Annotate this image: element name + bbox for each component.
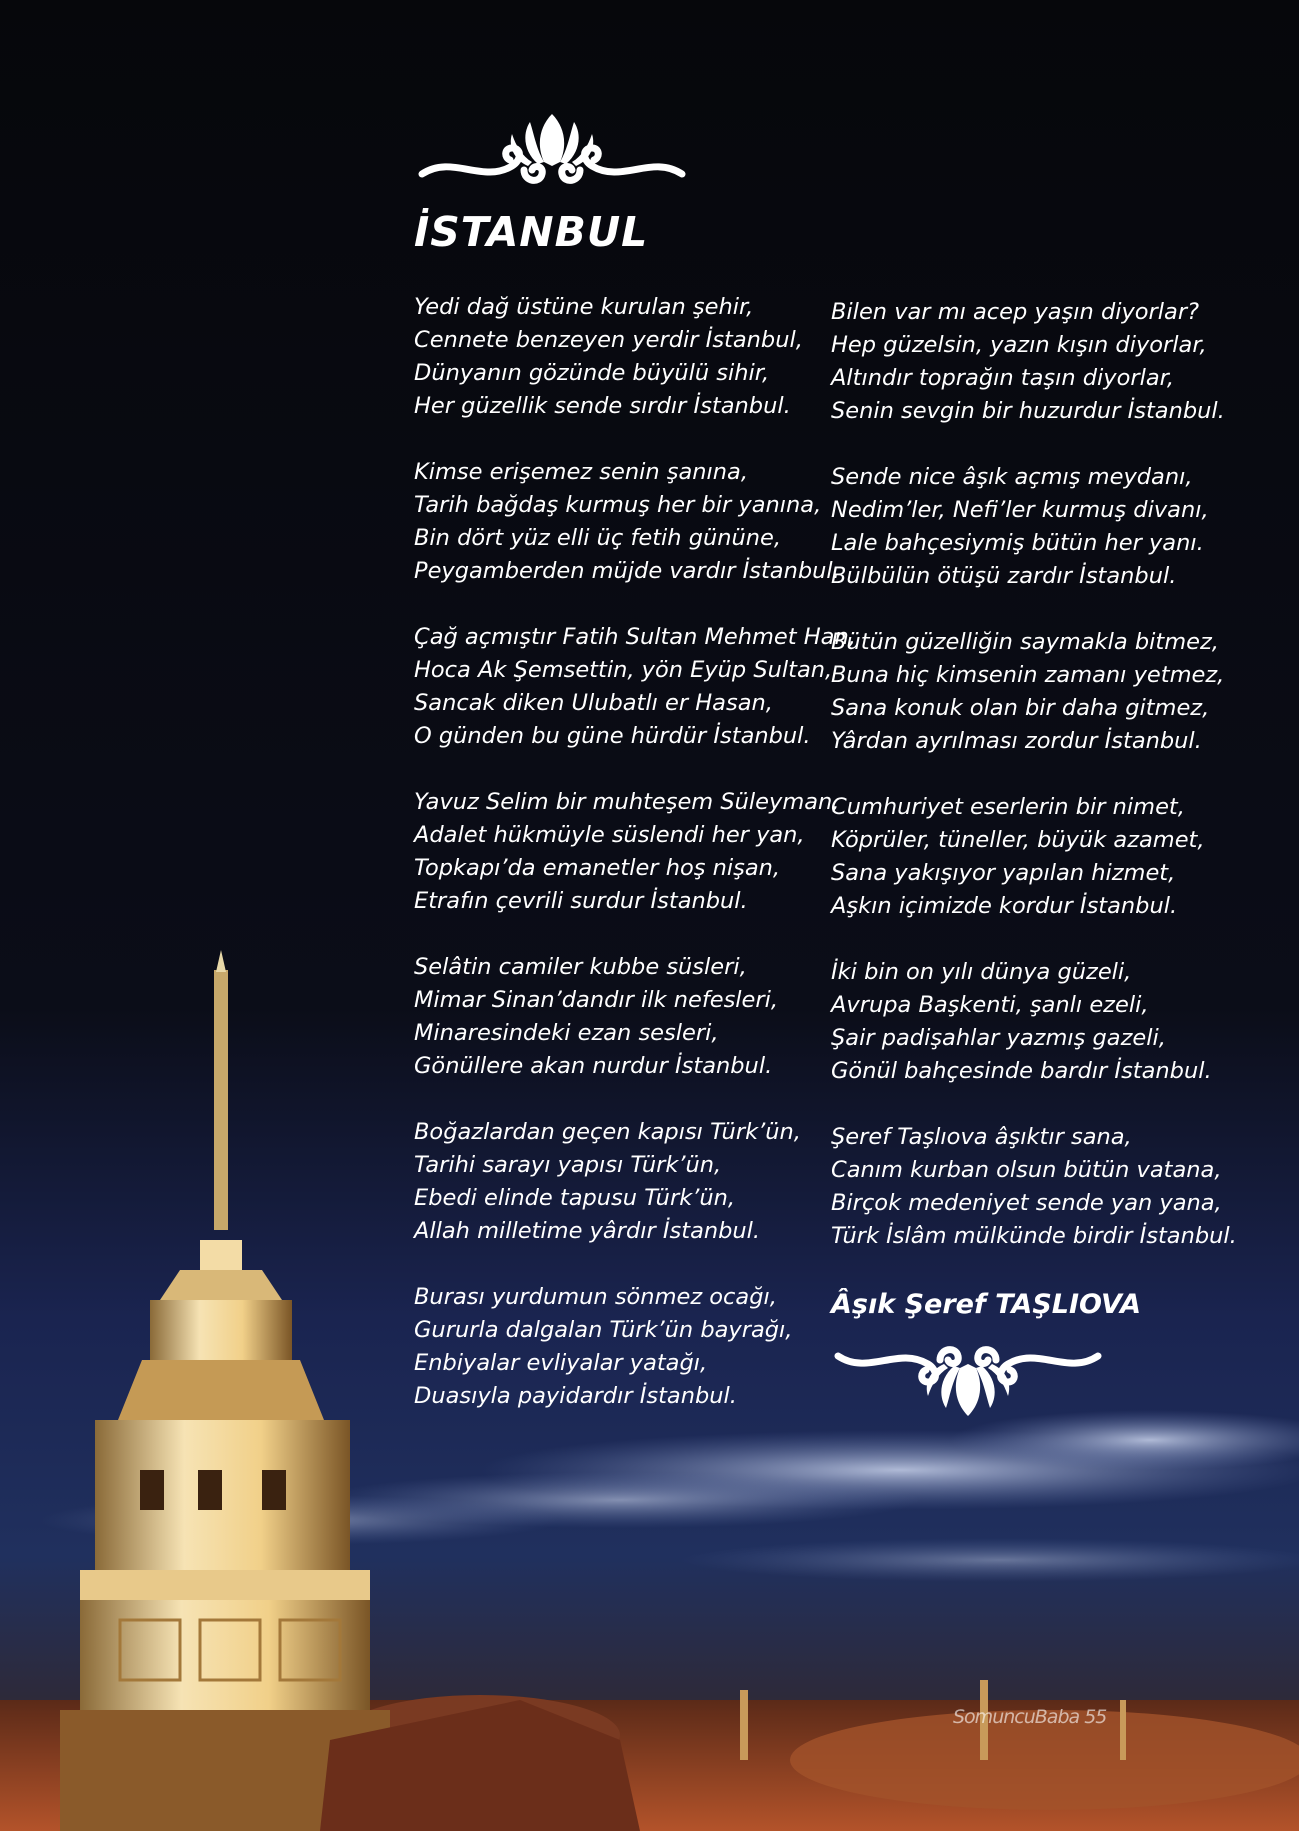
poem-line: Ebedi elinde tapusu Türk’ün, [414,1185,736,1211]
stanza [414,786,840,918]
poem-line: Peygamberden müjde vardır İstanbul. [414,558,840,584]
poem-line: İki bin on yılı dünya güzeli, [831,959,1132,985]
poem-line: Nedim’ler, Nefi’ler kurmuş divanı, [831,497,1209,523]
page-number: 55 [1084,1706,1107,1728]
stanza [414,291,834,423]
stanza [831,956,1271,1088]
stanza [414,951,834,1083]
poem-line: Boğazlardan geçen kapısı Türk’ün, [414,1119,801,1145]
poem-line: Şeref Taşlıova âşıktır sana, [831,1124,1132,1150]
poem-line: Sana yakışıyor yapılan hizmet, [831,860,1176,886]
poem-line: Gönüllere akan nurdur İstanbul. [414,1053,773,1079]
poem-line: Yavuz Selim bir muhteşem Süleyman, [414,789,840,815]
poem-right-column [831,296,1271,1286]
stanza [831,296,1271,428]
poem-line: Selâtin camiler kubbe süsleri, [414,954,747,980]
poem-line: Şair padişahlar yazmış gazeli, [831,1025,1166,1051]
poem-title: İSTANBUL [414,208,649,256]
floral-ornament-icon [412,104,692,194]
stanza [414,1281,834,1413]
poem-line: Tarihi sarayı yapısı Türk’ün, [414,1152,722,1178]
poem-line: Canım kurban olsun bütün vatana, [831,1157,1222,1183]
poem-line: Minaresindeki ezan sesleri, [414,1020,719,1046]
page-footer [953,1706,1106,1728]
poem-line: Adalet hükmüyle süslendi her yan, [414,822,805,848]
poem-line: Kimse erişemez senin şanına, [414,459,748,485]
stanza [831,461,1271,593]
poem-line: Mimar Sinan’dandır ilk nefesleri, [414,987,779,1013]
poem-line: Birçok medeniyet sende yan yana, [831,1190,1222,1216]
poem-line: Sancak diken Ulubatlı er Hasan, [414,690,773,716]
poem-line: Avrupa Başkenti, şanlı ezeli, [831,992,1149,1018]
poem-line: Dünyanın gözünde büyülü sihir, [414,360,770,386]
poem-line: Çağ açmıştır Fatih Sultan Mehmet Han, [414,624,856,650]
poem-line: Yârdan ayrılması zordur İstanbul. [831,728,1202,754]
poem-line: Cennete benzeyen yerdir İstanbul, [414,327,803,353]
poem-left-column [414,291,856,1446]
poem-line: Topkapı’da emanetler hoş nişan, [414,855,781,881]
poem-line: Lale bahçesiymiş bütün her yanı. [831,530,1204,556]
stanza [831,1121,1271,1253]
poem-author: Âşık Şeref TAŞLIOVA [831,1289,1141,1320]
poem-line: Türk İslâm mülkünde birdir İstanbul. [831,1223,1237,1249]
stanza [414,456,840,588]
poem-line: Cumhuriyet eserlerin bir nimet, [831,794,1185,820]
poem-line: Bülbülün ötüşü zardır İstanbul. [831,563,1177,589]
poem-line: Hoca Ak Şemsettin, yön Eyüp Sultan, [414,657,833,683]
poem-line: Gönül bahçesinde bardır İstanbul. [831,1058,1212,1084]
poem-line: Her güzellik sende sırdır İstanbul. [414,393,791,419]
poem-line: Duasıyla payidardır İstanbul. [414,1383,737,1409]
poem-line: Gururla dalgalan Türk’ün bayrağı, [414,1317,793,1343]
poem-line: O günden bu güne hürdür İstanbul. [414,723,811,749]
poem-line: Altındır toprağın taşın diyorlar, [831,365,1175,391]
poem-line: Bilen var mı acep yaşın diyorlar? [831,299,1200,325]
stanza [831,626,1271,758]
stanza [414,621,856,753]
magazine-name: SomuncuBaba [953,1706,1080,1728]
poem-line: Hep güzelsin, yazın kışın diyorlar, [831,332,1207,358]
poem-line: Allah milletime yârdır İstanbul. [414,1218,761,1244]
poem-line: Bütün güzelliğin saymakla bitmez, [831,629,1219,655]
floral-ornament-icon [828,1336,1108,1426]
stanza [831,791,1271,923]
poem-line: Köprüler, tüneller, büyük azamet, [831,827,1205,853]
poem-line: Aşkın içimizde kordur İstanbul. [831,893,1178,919]
poem-line: Burası yurdumun sönmez ocağı, [414,1284,777,1310]
poem-line: Bin dört yüz elli üç fetih gününe, [414,525,782,551]
poem-line: Buna hiç kimsenin zamanı yetmez, [831,662,1225,688]
poem-line: Etrafın çevrili surdur İstanbul. [414,888,748,914]
poem-line: Sana konuk olan bir daha gitmez, [831,695,1210,721]
poem-line: Tarih bağdaş kurmuş her bir yanına, [414,492,822,518]
poem-line: Yedi dağ üstüne kurulan şehir, [414,294,754,320]
poem-line: Senin sevgin bir huzurdur İstanbul. [831,398,1225,424]
poem-line: Sende nice âşık açmış meydanı, [831,464,1193,490]
stanza [414,1116,834,1248]
poem-line: Enbiyalar evliyalar yatağı, [414,1350,708,1376]
